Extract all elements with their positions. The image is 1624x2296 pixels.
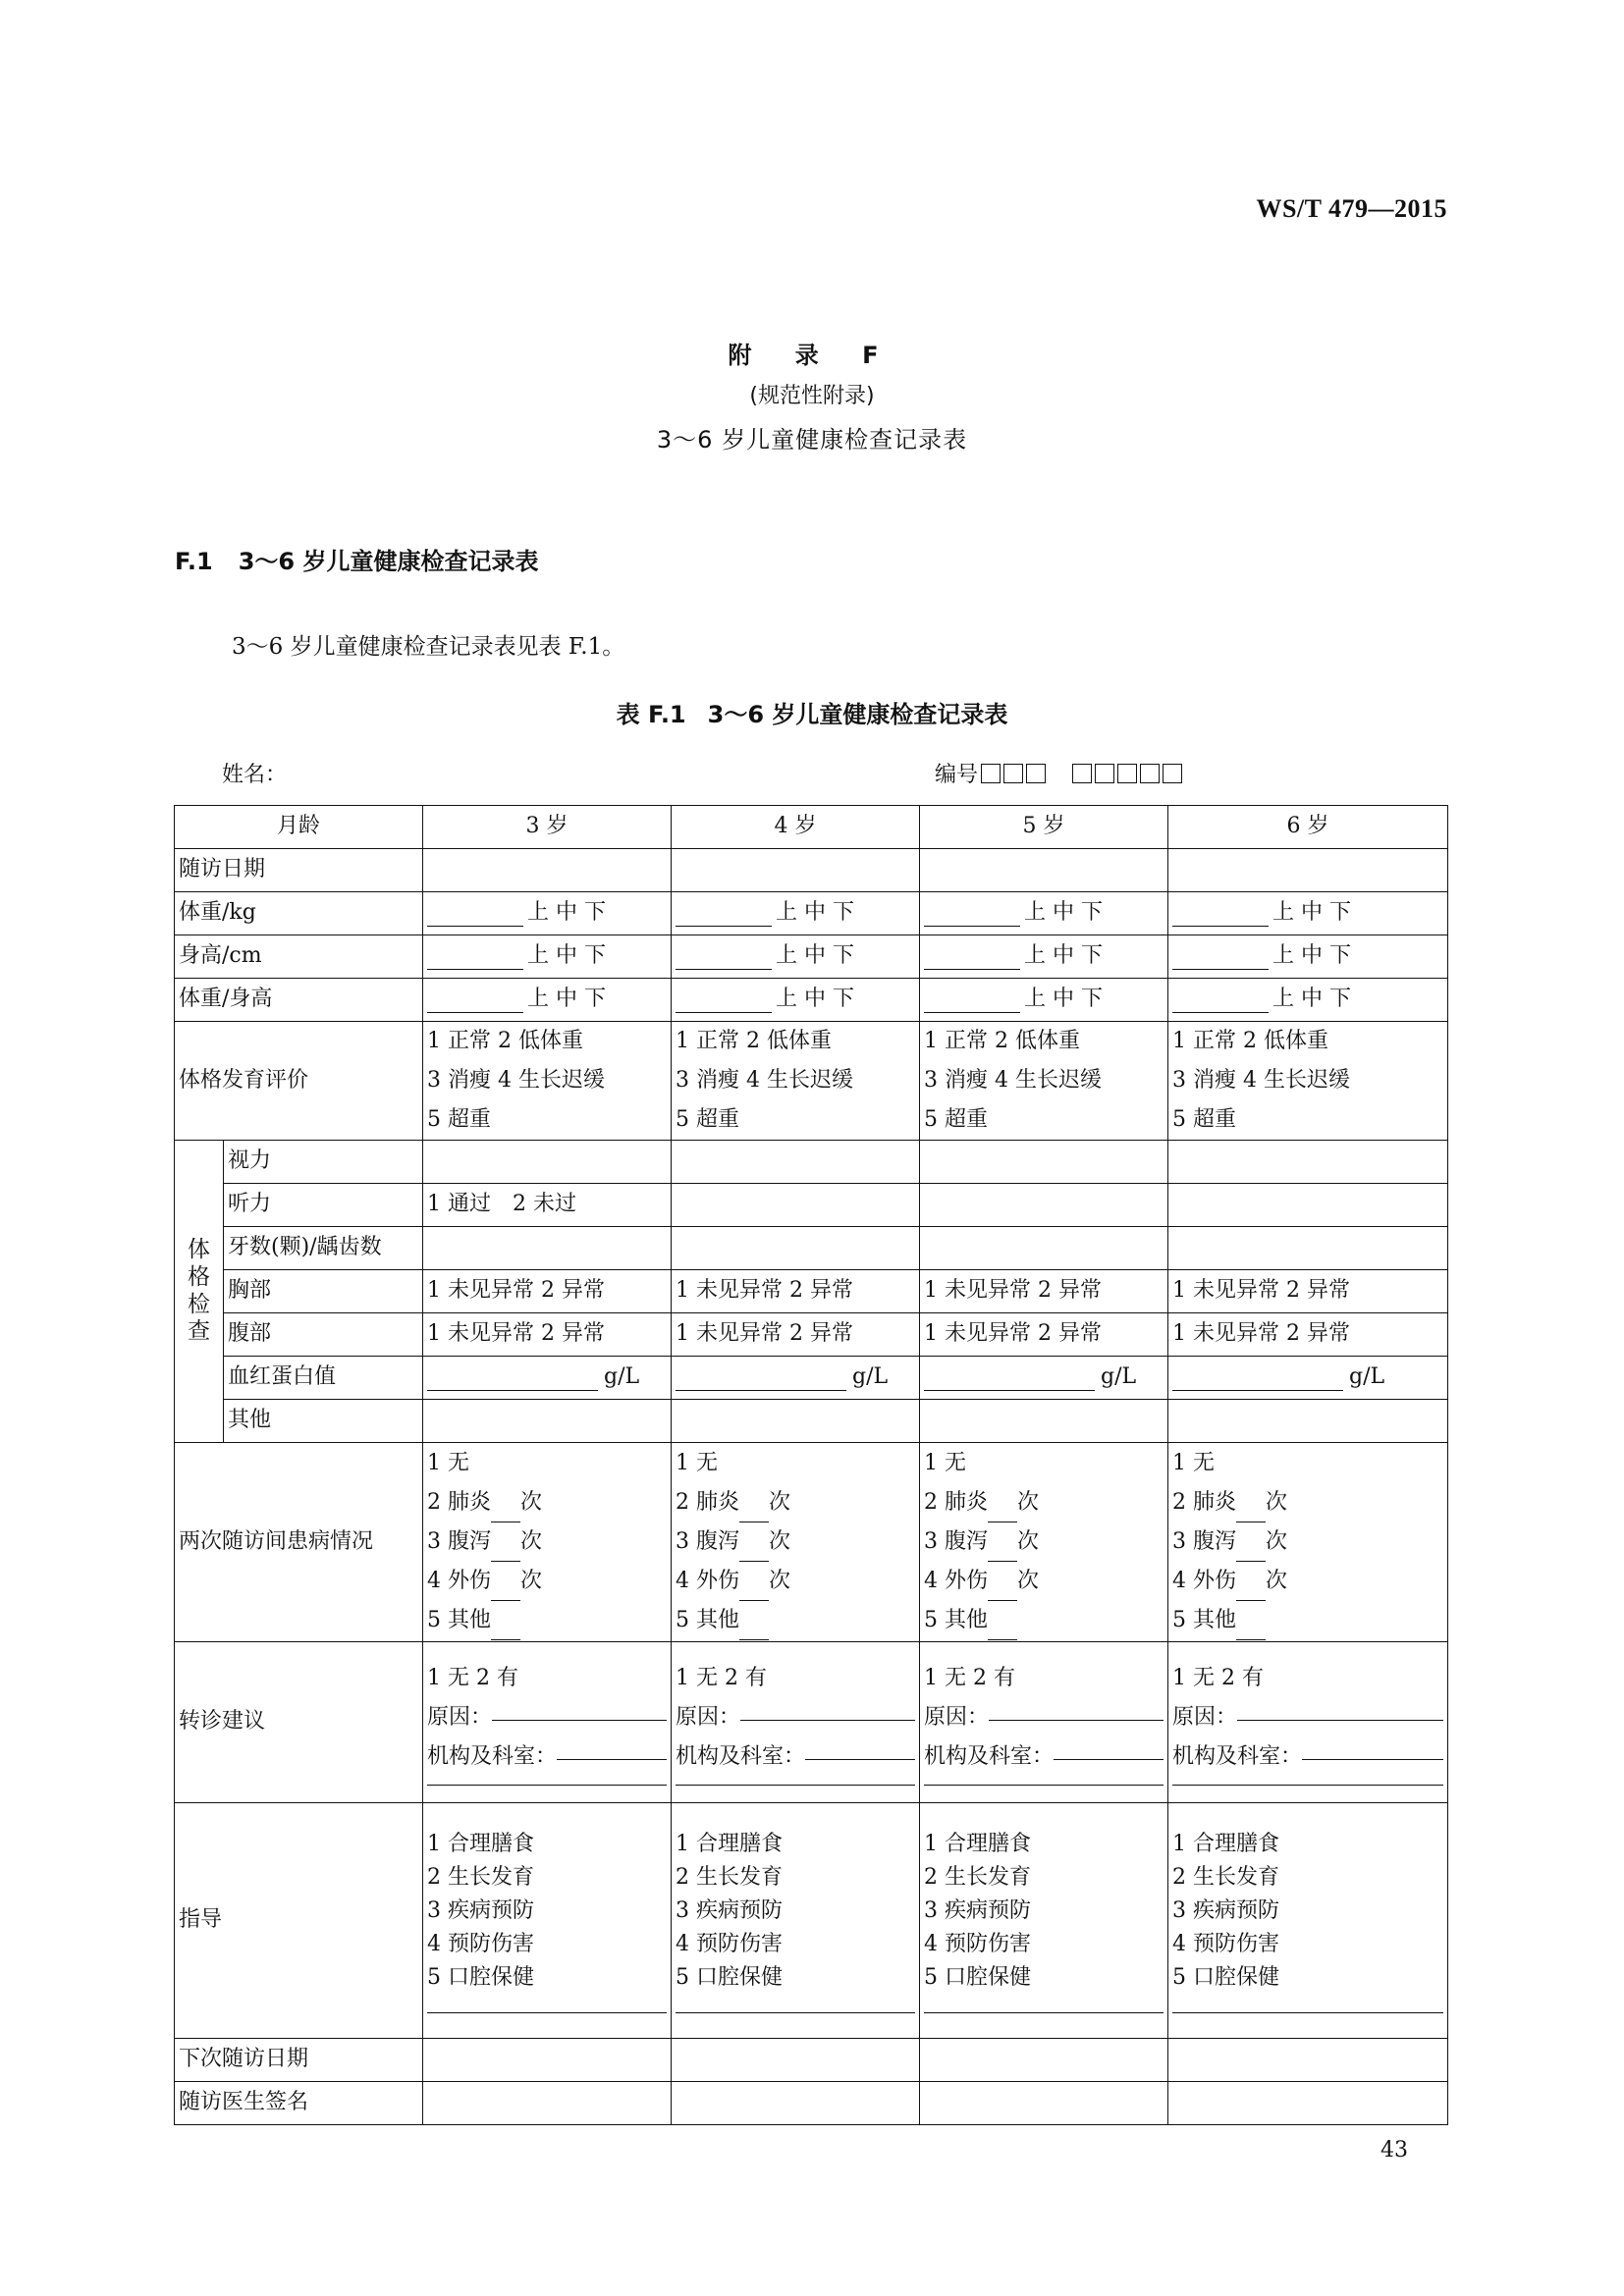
- label-hearing: 听力: [224, 1184, 423, 1227]
- hemoglobin-cell[interactable]: g/L: [423, 1357, 672, 1400]
- abdomen-cell[interactable]: 1 未见异常 2 异常: [672, 1313, 920, 1357]
- row-other-exam: [175, 1400, 1448, 1443]
- id-box[interactable]: [981, 764, 1001, 783]
- cell-input[interactable]: [672, 1184, 920, 1227]
- cell-input[interactable]: [672, 1400, 920, 1443]
- standard-code: WS/T 479—2015: [1256, 194, 1447, 223]
- label-chest: 胸部: [224, 1270, 423, 1313]
- weight-cell[interactable]: 上 中 下: [423, 892, 672, 935]
- guidance-cell[interactable]: 1 合理膳食 2 生长发育 3 疾病预防 4 预防伤害 5 口腔保健: [920, 1803, 1168, 2039]
- cell-input[interactable]: [423, 2039, 672, 2082]
- exam-group-label: 体 格 检 查: [175, 1141, 224, 1443]
- cell-input[interactable]: [1168, 849, 1448, 892]
- label-height: 身高/cm: [175, 935, 423, 979]
- label-other: 其他: [224, 1400, 423, 1443]
- label-referral: 转诊建议: [175, 1642, 423, 1803]
- weight-height-cell[interactable]: 上 中 下: [423, 979, 672, 1022]
- intro-paragraph: 3～6 岁儿童健康检查记录表见表 F.1。: [232, 634, 625, 660]
- label-guidance: 指导: [175, 1803, 423, 2039]
- referral-cell[interactable]: 1 无 2 有 原因： 机构及科室：: [672, 1642, 920, 1803]
- row-teeth: [175, 1227, 1448, 1270]
- appendix-subtitle: (规范性附录): [749, 384, 875, 408]
- weight-cell[interactable]: 上 中 下: [672, 892, 920, 935]
- section-number: F.1: [175, 548, 213, 575]
- id-box[interactable]: [1117, 764, 1137, 783]
- weight-height-cell[interactable]: 上 中 下: [672, 979, 920, 1022]
- weight-height-cell[interactable]: 上 中 下: [920, 979, 1168, 1022]
- table-header-row: [175, 806, 1448, 849]
- cell-input[interactable]: [672, 1141, 920, 1184]
- label-next-visit: 下次随访日期: [175, 2039, 423, 2082]
- cell-input[interactable]: [1168, 1400, 1448, 1443]
- row-hearing: [175, 1184, 1448, 1227]
- abdomen-cell[interactable]: 1 未见异常 2 异常: [1168, 1313, 1448, 1357]
- cell-input[interactable]: [920, 849, 1168, 892]
- cell-input[interactable]: [1168, 1227, 1448, 1270]
- weight-cell[interactable]: 上 中 下: [1168, 892, 1448, 935]
- cell-input[interactable]: [1168, 1184, 1448, 1227]
- guidance-cell[interactable]: 1 合理膳食 2 生长发育 3 疾病预防 4 预防伤害 5 口腔保健: [423, 1803, 672, 2039]
- chest-cell[interactable]: 1 未见异常 2 异常: [1168, 1270, 1448, 1313]
- row-referral: [175, 1642, 1448, 1803]
- page-number: 43: [1380, 2138, 1408, 2163]
- cell-input[interactable]: [423, 1141, 672, 1184]
- growth-eval-cell[interactable]: 1 正常 2 低体重 3 消瘦 4 生长迟缓 5 超重: [423, 1022, 672, 1141]
- cell-input[interactable]: [920, 1227, 1168, 1270]
- header-age-4: 4 岁: [672, 806, 920, 849]
- appendix-title: 附 录 F: [728, 342, 896, 369]
- id-box[interactable]: [1140, 764, 1160, 783]
- label-growth-eval: 体格发育评价: [175, 1022, 423, 1141]
- guidance-cell[interactable]: 1 合理膳食 2 生长发育 3 疾病预防 4 预防伤害 5 口腔保健: [672, 1803, 920, 2039]
- cell-input[interactable]: [672, 1227, 920, 1270]
- header-age: 月龄: [175, 806, 423, 849]
- cell-input[interactable]: [1168, 1141, 1448, 1184]
- cell-input[interactable]: [920, 1141, 1168, 1184]
- row-hemoglobin: [175, 1357, 1448, 1400]
- label-weight-height: 体重/身高: [175, 979, 423, 1022]
- cell-input[interactable]: [920, 1184, 1168, 1227]
- row-weight: [175, 892, 1448, 935]
- section-title: 3～6 岁儿童健康检查记录表: [238, 548, 539, 575]
- cell-input[interactable]: [672, 2082, 920, 2125]
- row-vision: [175, 1141, 1448, 1184]
- table-caption: [0, 695, 1624, 729]
- table-number: 表 F.1: [616, 701, 686, 728]
- cell-input[interactable]: [920, 1400, 1168, 1443]
- row-growth-eval: [175, 1022, 1448, 1141]
- height-cell[interactable]: 上 中 下: [1168, 935, 1448, 979]
- label-visit-date: 随访日期: [175, 849, 423, 892]
- hemoglobin-cell[interactable]: g/L: [672, 1357, 920, 1400]
- label-weight: 体重/kg: [175, 892, 423, 935]
- row-weight-height: [175, 979, 1448, 1022]
- label-teeth: 牙数(颗)/龋齿数: [224, 1227, 423, 1270]
- cell-input[interactable]: [423, 1227, 672, 1270]
- id-label: 编号: [935, 763, 979, 787]
- header-age-5: 5 岁: [920, 806, 1168, 849]
- cell-input[interactable]: [672, 2039, 920, 2082]
- label-illness: 两次随访间患病情况: [175, 1443, 423, 1642]
- referral-cell[interactable]: 1 无 2 有 原因： 机构及科室：: [423, 1642, 672, 1803]
- chest-cell[interactable]: 1 未见异常 2 异常: [423, 1270, 672, 1313]
- height-cell[interactable]: 上 中 下: [672, 935, 920, 979]
- growth-eval-cell[interactable]: 1 正常 2 低体重 3 消瘦 4 生长迟缓 5 超重: [672, 1022, 920, 1141]
- growth-eval-cell[interactable]: 1 正常 2 低体重 3 消瘦 4 生长迟缓 5 超重: [1168, 1022, 1448, 1141]
- id-box[interactable]: [1026, 764, 1046, 783]
- hemoglobin-cell[interactable]: g/L: [920, 1357, 1168, 1400]
- row-height: [175, 935, 1448, 979]
- height-cell[interactable]: 上 中 下: [423, 935, 672, 979]
- illness-cell[interactable]: 1 无 2 肺炎 次 3 腹泻 次 4 外伤 次 5 其他: [920, 1443, 1168, 1642]
- label-abdomen: 腹部: [224, 1313, 423, 1357]
- row-chest: [175, 1270, 1448, 1313]
- id-box[interactable]: [1095, 764, 1114, 783]
- growth-eval-cell[interactable]: 1 正常 2 低体重 3 消瘦 4 生长迟缓 5 超重: [920, 1022, 1168, 1141]
- height-cell[interactable]: 上 中 下: [920, 935, 1168, 979]
- cell-input[interactable]: [920, 2039, 1168, 2082]
- label-hemoglobin: 血红蛋白值: [224, 1357, 423, 1400]
- cell-input[interactable]: [920, 2082, 1168, 2125]
- guidance-cell[interactable]: 1 合理膳食 2 生长发育 3 疾病预防 4 预防伤害 5 口腔保健: [1168, 1803, 1448, 2039]
- weight-cell[interactable]: 上 中 下: [920, 892, 1168, 935]
- row-doctor-sign: [175, 2082, 1448, 2125]
- cell-input[interactable]: [672, 849, 920, 892]
- cell-input[interactable]: [423, 849, 672, 892]
- row-guidance: [175, 1803, 1448, 2039]
- cell-input[interactable]: [1168, 2082, 1448, 2125]
- appendix-heading: [0, 336, 1624, 461]
- label-vision: 视力: [224, 1141, 423, 1184]
- appendix-name: 3～6 岁儿童健康检查记录表: [656, 426, 968, 454]
- weight-height-cell[interactable]: 上 中 下: [1168, 979, 1448, 1022]
- cell-input[interactable]: [423, 1400, 672, 1443]
- cell-input[interactable]: [423, 2082, 672, 2125]
- chest-cell[interactable]: 1 未见异常 2 异常: [672, 1270, 920, 1313]
- illness-cell[interactable]: 1 无 2 肺炎 次 3 腹泻 次 4 外伤 次 5 其他: [1168, 1443, 1448, 1642]
- row-illness: [175, 1443, 1448, 1642]
- hemoglobin-cell[interactable]: g/L: [1168, 1357, 1448, 1400]
- abdomen-cell[interactable]: 1 未见异常 2 异常: [423, 1313, 672, 1357]
- illness-cell[interactable]: 1 无 2 肺炎 次 3 腹泻 次 4 外伤 次 5 其他: [423, 1443, 672, 1642]
- chest-cell[interactable]: 1 未见异常 2 异常: [920, 1270, 1168, 1313]
- section-heading: [175, 542, 538, 576]
- illness-cell[interactable]: 1 无 2 肺炎 次 3 腹泻 次 4 外伤 次 5 其他: [672, 1443, 920, 1642]
- header-age-6: 6 岁: [1168, 806, 1448, 849]
- row-visit-date: [175, 849, 1448, 892]
- id-box[interactable]: [1163, 764, 1182, 783]
- id-field[interactable]: [935, 758, 1182, 788]
- table-title: 3～6 岁儿童健康检查记录表: [707, 701, 1008, 728]
- abdomen-cell[interactable]: 1 未见异常 2 异常: [920, 1313, 1168, 1357]
- name-label: 姓名：: [222, 763, 288, 787]
- referral-cell[interactable]: 1 无 2 有 原因： 机构及科室：: [1168, 1642, 1448, 1803]
- hearing-cell[interactable]: 1 通过 2 未过: [423, 1184, 672, 1227]
- id-box[interactable]: [1072, 764, 1092, 783]
- label-doctor-sign: 随访医生签名: [175, 2082, 423, 2125]
- header-age-3: 3 岁: [423, 806, 672, 849]
- name-field[interactable]: [222, 758, 287, 788]
- row-abdomen: [175, 1313, 1448, 1357]
- id-box[interactable]: [1003, 764, 1023, 783]
- row-next-visit: [175, 2039, 1448, 2082]
- health-check-table: [174, 805, 1448, 2125]
- cell-input[interactable]: [1168, 2039, 1448, 2082]
- referral-cell[interactable]: 1 无 2 有 原因： 机构及科室：: [920, 1642, 1168, 1803]
